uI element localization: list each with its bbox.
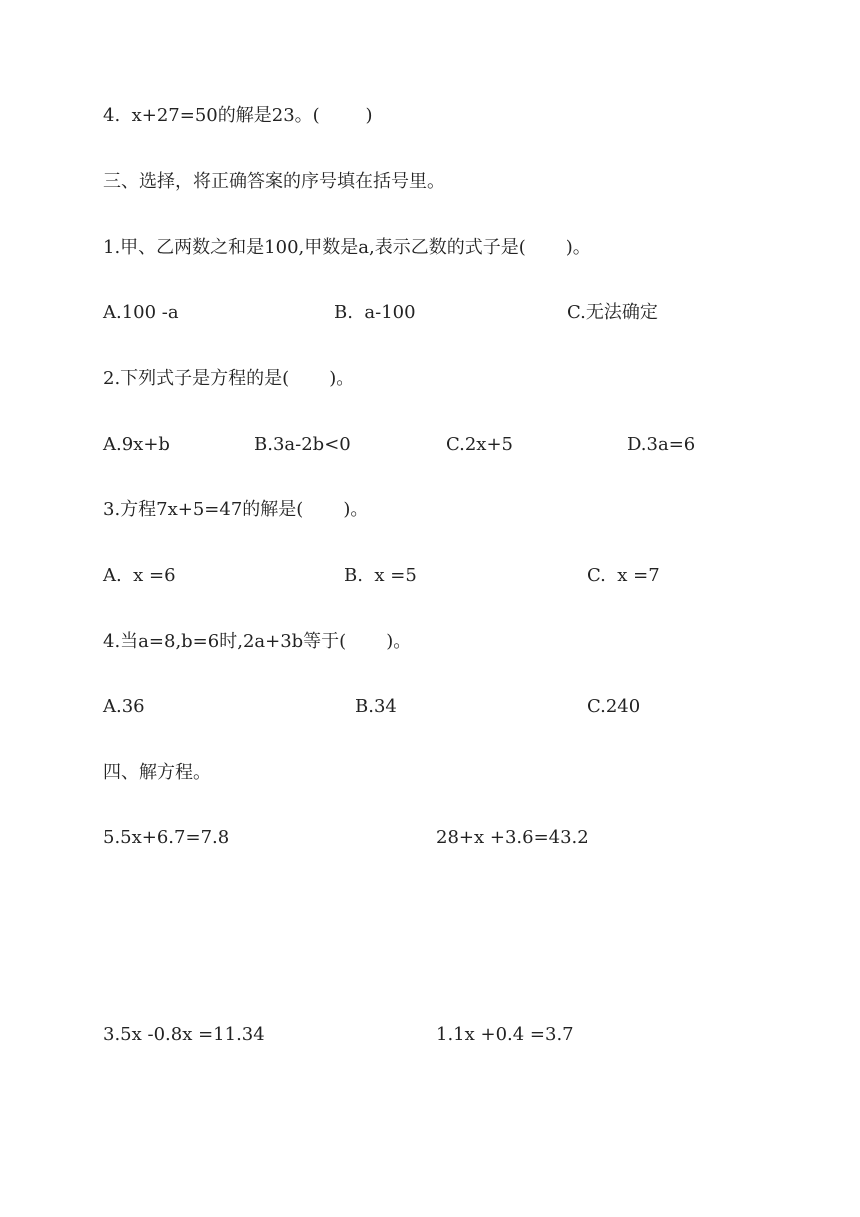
mc-question-4: 4.当a=8,b=6时,2a+3b等于( )。 [103, 631, 412, 652]
mc-2-option-b: B.3a-2b<0 [254, 434, 351, 455]
mc-4-option-b: B.34 [355, 696, 397, 717]
mc-3-option-c: C. x =7 [587, 565, 660, 586]
equation-3: 3.5x -0.8x =11.34 [103, 1024, 265, 1045]
mc-2-option-d: D.3a=6 [627, 434, 696, 455]
mc-2-option-a: A.9x+b [103, 434, 170, 455]
equation-2: 28+x +3.6=43.2 [436, 827, 589, 848]
equation-4: 1.1x +0.4 =3.7 [436, 1024, 574, 1045]
mc-4-option-c: C.240 [587, 696, 641, 717]
mc-question-3: 3.方程7x+5=47的解是( )。 [103, 499, 369, 520]
mc-3-option-b: B. x =5 [344, 565, 417, 586]
mc-question-2: 2.下列式子是方程的是( )。 [103, 368, 355, 389]
mc-1-option-a: A.100 -a [103, 302, 179, 323]
mc-1-option-c: C.无法确定 [567, 302, 658, 323]
mc-2-option-c: C.2x+5 [446, 434, 513, 455]
mc-4-option-a: A.36 [103, 696, 145, 717]
true-false-question-4: 4. x+27=50的解是23。( ) [103, 105, 373, 126]
section-4-title: 四、解方程。 [103, 762, 211, 783]
mc-question-1: 1.甲、乙两数之和是100,甲数是a,表示乙数的式子是( )。 [103, 237, 591, 258]
mc-1-option-b: B. a-100 [334, 302, 416, 323]
equation-1: 5.5x+6.7=7.8 [103, 827, 230, 848]
section-3-title: 三、选择，将正确答案的序号填在括号里。 [103, 171, 445, 192]
mc-3-option-a: A. x =6 [103, 565, 176, 586]
